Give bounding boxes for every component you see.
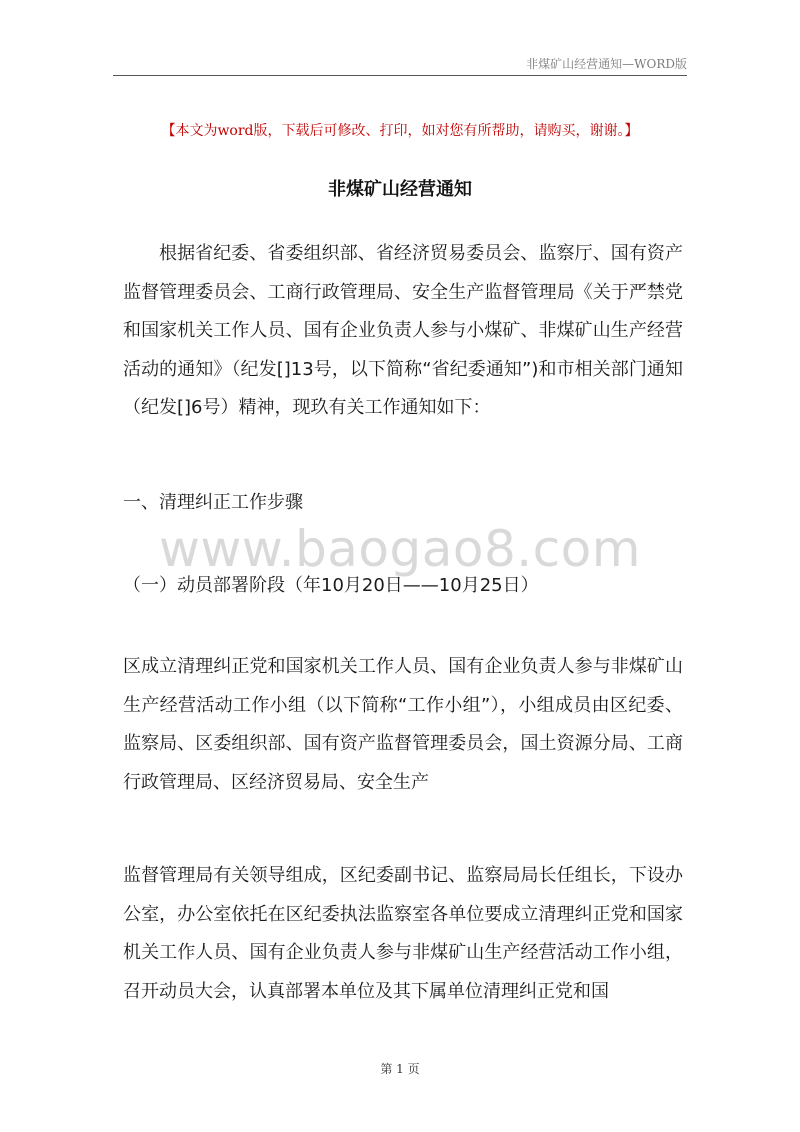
intro-paragraph: 根据省纪委、省委组织部、省经济贸易委员会、监察厅、国有资产监督管理委员会、工商行政管理局、安全生产监督管理局《关于严禁党和国家机关工作人员、国有企业负责人参与小煤矿、非煤矿山生产经营活动的通知》（纪发[]13号，以下简称“省纪委通知”)和市相关部门通知（纪发[]6号）精神，现玖有关工作通知如下：	[123, 243, 683, 418]
page-number: 第 1 页	[380, 1062, 420, 1076]
subsection-heading: （一）动员部署阶段（年10月20日——10月25日）	[123, 575, 539, 596]
section-heading: 一、清理纠正工作步骤	[123, 492, 303, 513]
body-paragraph-1: 区成立清理纠正党和国家机关工作人员、国有企业负责人参与非煤矿山生产经营活动工作小组（以下简称“工作小组”），小组成员由区纪委、监察局、区委组织部、国有资产监督管理委员会，国土资源分局、工商行政管理局、区经济贸易局、安全生产	[123, 656, 683, 793]
document-title: 非煤矿山经营通知	[328, 179, 472, 200]
download-notice: 【本文为word版，下载后可修改、打印，如对您有所帮助，请购买，谢谢。】	[161, 123, 639, 139]
watermark: www.baogao8.com	[159, 520, 641, 578]
header-divider	[113, 75, 687, 76]
running-header-title: 非煤矿山经营通知—WORD版	[526, 57, 687, 71]
body-paragraph-2: 监督管理局有关领导组成，区纪委副书记、监察局局长任组长，下设办公室，办公室依托在区纪委执法监察室各单位要成立清理纠正党和国家机关工作人员、国有企业负责人参与非煤矿山生产经营活动工作小组，召开动员大会，认真部署本单位及其下属单位清理纠正党和国	[123, 865, 683, 1002]
